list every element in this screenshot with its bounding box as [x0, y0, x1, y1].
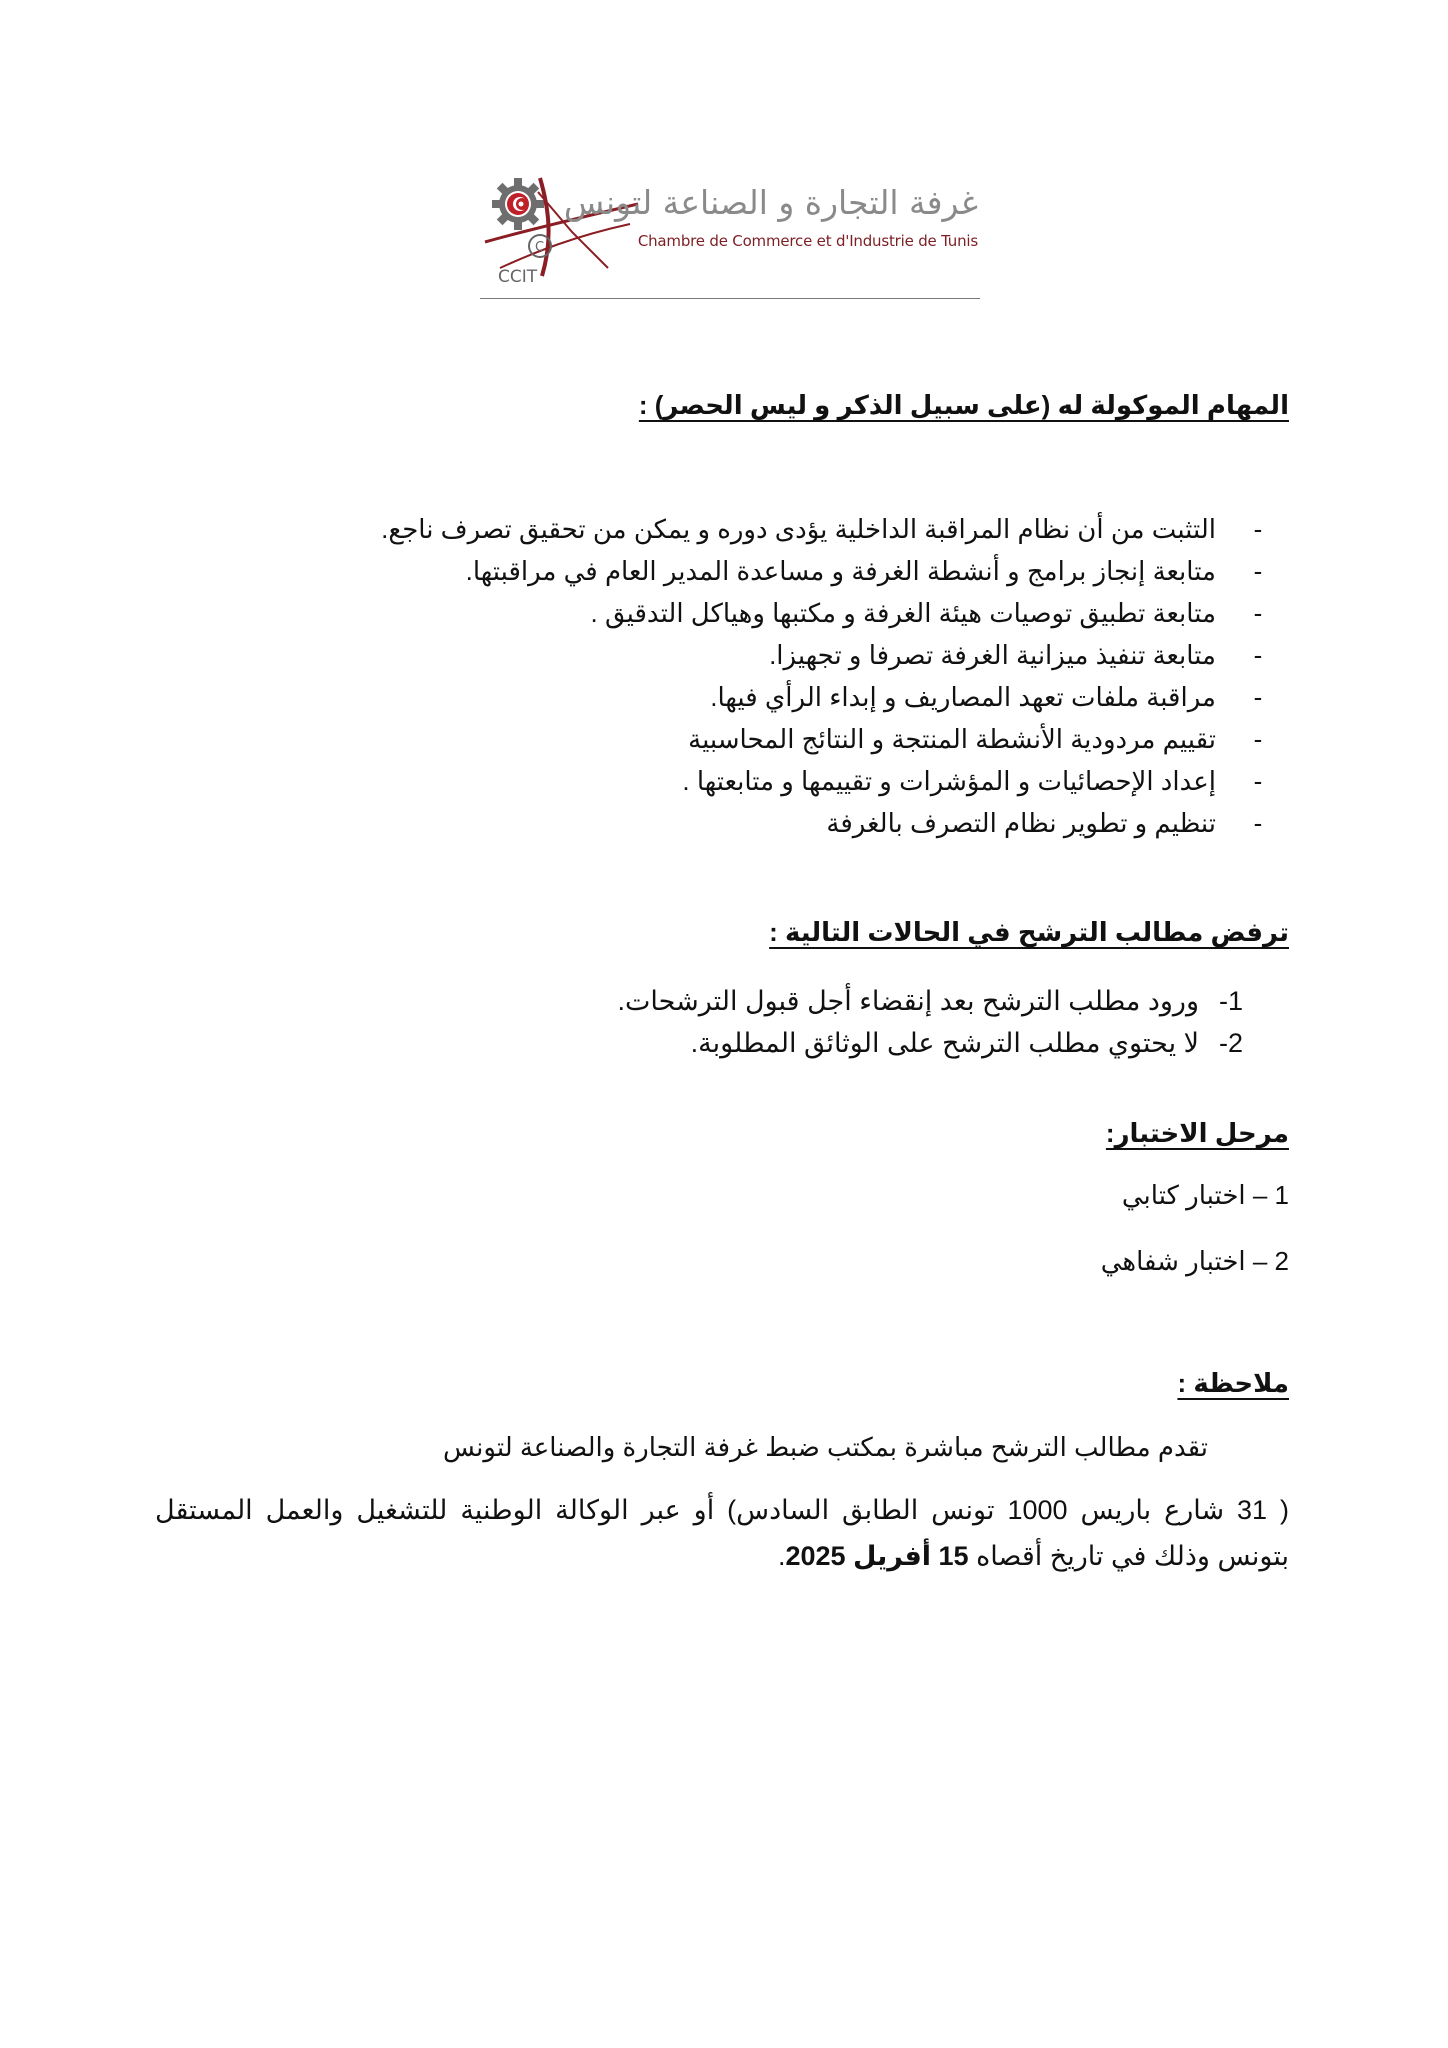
- letterhead-divider: [480, 298, 980, 299]
- bullet-dash: -: [1253, 514, 1263, 544]
- list-item: 1- ورود مطلب الترشح بعد إنقضاء أجل قبول الترشحات.: [343, 980, 1243, 1022]
- rejection-heading: ترفض مطالب الترشح في الحالات التالية :: [769, 917, 1289, 947]
- chamber-logo: [480, 172, 980, 298]
- list-item: - مراقبة ملفات تعهد المصاريف و إبداء الرأي فيها.: [268, 676, 1268, 718]
- item-number: 1-: [1218, 986, 1243, 1016]
- list-item: - متابعة إنجاز برامج و أنشطة الغرفة و مساعدة المدير العام في مراقبتها.: [268, 550, 1268, 592]
- chamber-name-french: Chambre de Commerce et d'Industrie de Tunis: [637, 232, 978, 250]
- bullet-dash: -: [1253, 556, 1263, 586]
- svg-text:C: C: [535, 240, 545, 255]
- list-item: - التثبت من أن نظام المراقبة الداخلية يؤدى دوره و يمكن من تحقيق تصرف ناجع.: [268, 508, 1268, 550]
- bullet-dash: -: [1253, 766, 1263, 796]
- list-item: - تقييم مردودية الأنشطة المنتجة و النتائج المحاسبية: [268, 718, 1268, 760]
- bullet-dash: -: [1253, 682, 1263, 712]
- tasks-heading: المهام الموكولة له (على سبيل الذكر و ليس الحصر) :: [638, 390, 1289, 420]
- tasks-list: [268, 508, 1268, 844]
- list-item: - إعداد الإحصائيات و المؤشرات و تقييمها و متابعتها .: [268, 760, 1268, 802]
- bullet-dash: -: [1253, 598, 1263, 628]
- list-item: 2- لا يحتوي مطلب الترشح على الوثائق المطلوبة.: [343, 1022, 1243, 1064]
- bullet-dash: -: [1253, 808, 1263, 838]
- stages-heading: مرحل الاختبار:: [1105, 1118, 1289, 1148]
- note-paragraph: ( 31 شارع باريس 1000 تونس الطابق السادس) أو عبر الوكالة الوطنية للتشغيل والعمل المستقل بتونس وذلك في تاريخ أقصاه 15 أفريل 2025.: [155, 1495, 1289, 1571]
- stage-oral: 2 – اختبار شفاهي: [1100, 1246, 1289, 1276]
- chamber-name-arabic: غرفة التجارة و الصناعة لتونس: [563, 183, 978, 222]
- list-item: - متابعة تطبيق توصيات هيئة الغرفة و مكتبها وهياكل التدقيق .: [268, 592, 1268, 634]
- list-item: - تنظيم و تطوير نظام التصرف بالغرفة: [268, 802, 1268, 844]
- deadline-date: 15 أفريل 2025: [785, 1541, 969, 1571]
- rejection-list: [343, 980, 1243, 1064]
- note-line: تقدم مطالب الترشح مباشرة بمكتب ضبط غرفة التجارة والصناعة لتونس: [443, 1432, 1208, 1462]
- note-heading: ملاحظة :: [1177, 1368, 1289, 1398]
- bullet-dash: -: [1253, 724, 1263, 754]
- acronym-text: CCIT: [498, 267, 538, 287]
- item-number: 2-: [1218, 1028, 1243, 1058]
- bullet-dash: -: [1253, 640, 1263, 670]
- stage-written: 1 – اختبار كتابي: [1121, 1180, 1289, 1210]
- list-item: - متابعة تنفيذ ميزانية الغرفة تصرفا و تجهيزا.: [268, 634, 1268, 676]
